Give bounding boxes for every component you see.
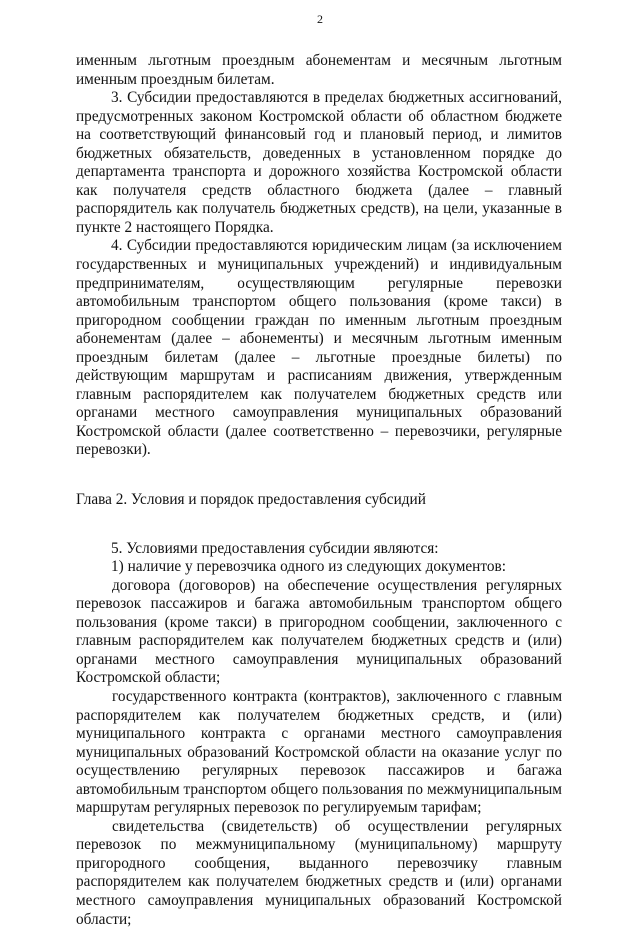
paragraph-5: 5. Условиями предоставления субсидии являются: [111, 539, 439, 557]
paragraph-continuation: именным льготным проездным абонементам и месячным льготным именным проездным билетам. [76, 52, 562, 88]
paragraph-5-item-1: 1) наличие у перевозчика одного из следующих документов: [111, 558, 506, 576]
paragraph-4: 4. Субсидии предоставляются юридическим лицам (за исключением государственных и муниципальных учреждений) и индивидуальным предпринимателям, осуществляющим регулярные перевозки автомобильным транспортом общего пользования (кроме такси) в пригородном сообщении граждан по именным льготным проездным абонементам (далее – абонементы) и месячным льготным именным проездным билетам (далее – льготные проездные билеты) по действующим маршрутам и расписаниям движения, утвержденным главным распорядителем как получателем бюджетных средств или органами местного самоуправления муниципальных образований Костромской области (далее соответственно – перевозчики, регулярные перевозки). [76, 237, 562, 459]
document-body [76, 52, 562, 929]
document-item-contract: государственного контракта (контрактов), заключенного с главным распорядителем как получателем бюджетных средств, и (или) муниципального контракта с органами местного самоуправления муниципальных образований Костромской области на оказание услуг по осуществлению регулярных перевозок пассажиров и багажа автомобильным транспортом общего пользования по межмуниципальным маршрутам регулярных перевозок по регулируемым тарифам; [76, 687, 562, 817]
document-item-agreement: договора (договоров) на обеспечение осуществления регулярных перевозок пассажиров и багажа автомобильным транспортом общего пользования (кроме такси) в пригородном сообщении, заключенного с главным распорядителем как получателем бюджетных средств и (или) органами местного самоуправления муниципальных образований Костромской области; [76, 576, 562, 687]
document-item-certificate: свидетельства (свидетельств) об осуществлении регулярных перевозок по межмуниципальному (муниципальному) маршруту пригородного сообщения, выданного перевозчику главным распорядителем как получателем бюджетных средств и (или) органами местного самоуправления муниципальных образований Костромской области; [76, 817, 562, 928]
page-number: 2 [317, 12, 323, 26]
chapter-heading: Глава 2. Условия и порядок предоставления субсидий [76, 491, 426, 509]
paragraph-3: 3. Субсидии предоставляются в пределах бюджетных ассигнований, предусмотренных законом Костромской области об областном бюджете на соответствующий финансовый год и плановый период, и лимитов бюджетных обязательств, доведенных в установленном порядке до департамента транспорта и дорожного хозяйства Костромской области как получателя средств областного бюджета (далее – главный распорядитель как получатель бюджетных средств), на цели, указанные в пункте 2 настоящего Порядка. [76, 89, 562, 236]
